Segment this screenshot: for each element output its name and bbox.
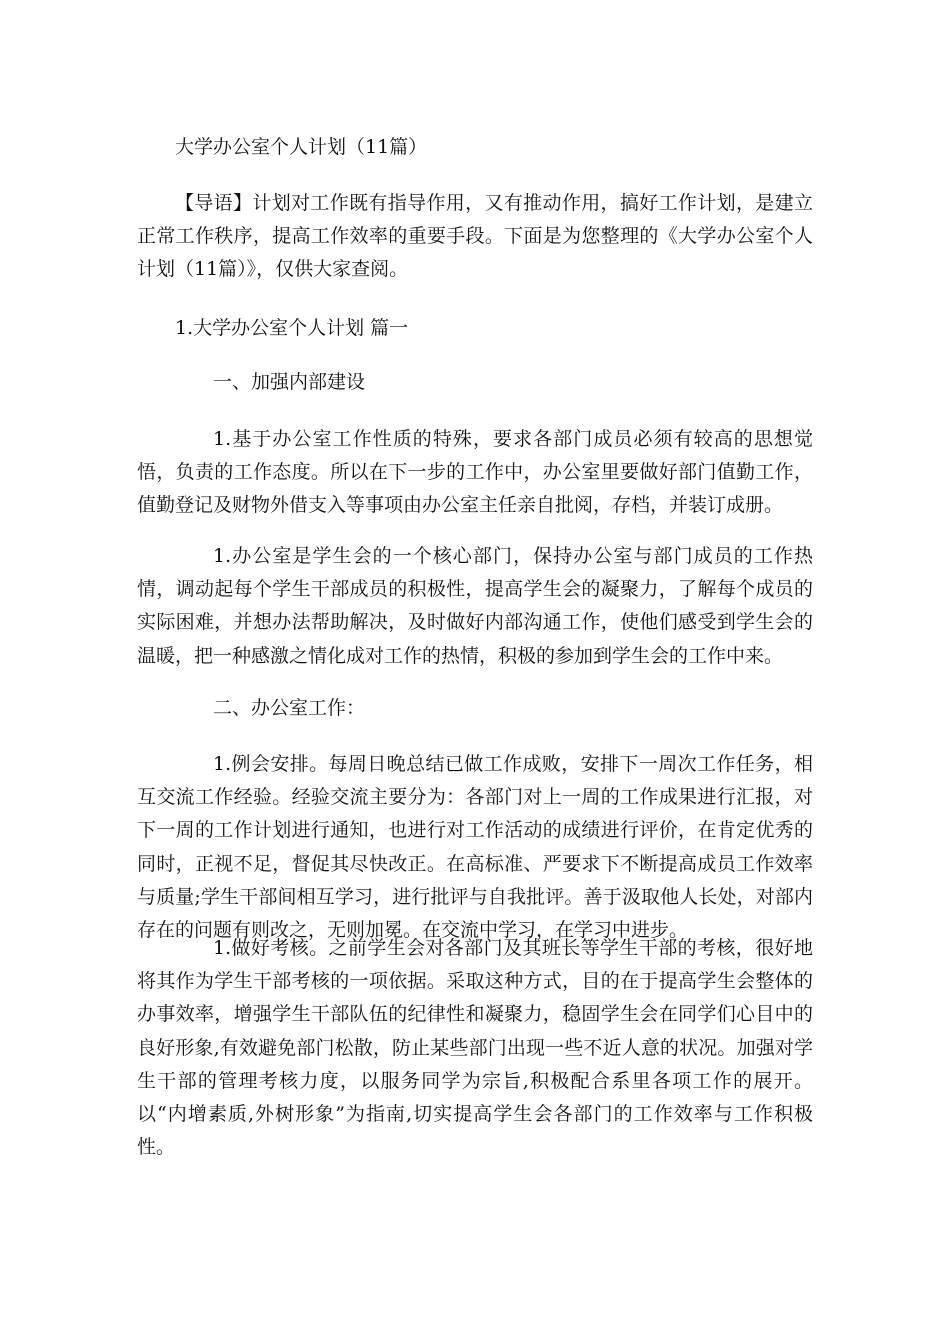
- section-heading-office-work: 二、办公室工作：: [213, 697, 366, 719]
- section-heading-internal-building: 一、加强内部建设: [213, 371, 366, 393]
- paragraph-duty-registration: 1.基于办公室工作性质的特殊，要求各部门成员必须有较高的思想觉悟，负责的工作态度。所以在下一步的工作中，办公室里要做好部门值勤工作，值勤登记及财物外借支入等事项由办公室主任亲自批阅，存档，并装订成册。: [137, 428, 813, 517]
- paragraph-assessment: 1.做好考核。之前学生会对各部门及其班长等学生干部的考核，很好地将其作为学生干部考核的一项依据。采取这种方式，目的在于提高学生会整体的办事效率，增强学生干部队伍的纪律性和凝聚力，稳固学生会在同学们心目中的良好形象,有效避免部门松散，防止某些部门出现一些不近人意的状况。加强对学生干部的管理考核力度，以服务同学为宗旨,积极配合系里各项工作的展开。以“内增素质,外树形象”为指南,切实提高学生会各部门的工作效率与工作积极性。: [137, 937, 813, 1159]
- intro-paragraph: 【导语】计划对工作既有指导作用，又有推动作用，搞好工作计划，是建立正常工作秩序，提高工作效率的重要手段。下面是为您整理的《大学办公室个人计划（11篇）》，仅供大家查阅。: [137, 192, 813, 281]
- paragraph-meeting-arrangement: 1.例会安排。每周日晚总结已做工作成败，安排下一周次工作任务，相互交流工作经验。经验交流主要分为：各部门对上一周的工作成果进行汇报，对下一周的工作计划进行通知，也进行对工作活动的成绩进行评价，在肯定优秀的同时，正视不足，督促其尽快改正。在高标准、严要求下不断提高成员工作效率与质量;学生干部间相互学习，进行批评与自我批评。善于汲取他人长处，对部内存在的问题有则改之，无则加冕。在交流中学习，在学习中进步。: [137, 753, 813, 942]
- document-title: 大学办公室个人计划（11篇）: [175, 136, 428, 158]
- article-heading: 1.大学办公室个人计划 篇一: [175, 317, 409, 339]
- paragraph-office-core-department: 1.办公室是学生会的一个核心部门，保持办公室与部门成员的工作热情，调动起每个学生干部成员的积极性，提高学生会的凝聚力，了解每个成员的实际困难，并想办法帮助解决，及时做好内部沟通工作，使他们感受到学生会的温暖，把一种感激之情化成对工作的热情，积极的参加到学生会的工作中来。: [137, 545, 813, 667]
